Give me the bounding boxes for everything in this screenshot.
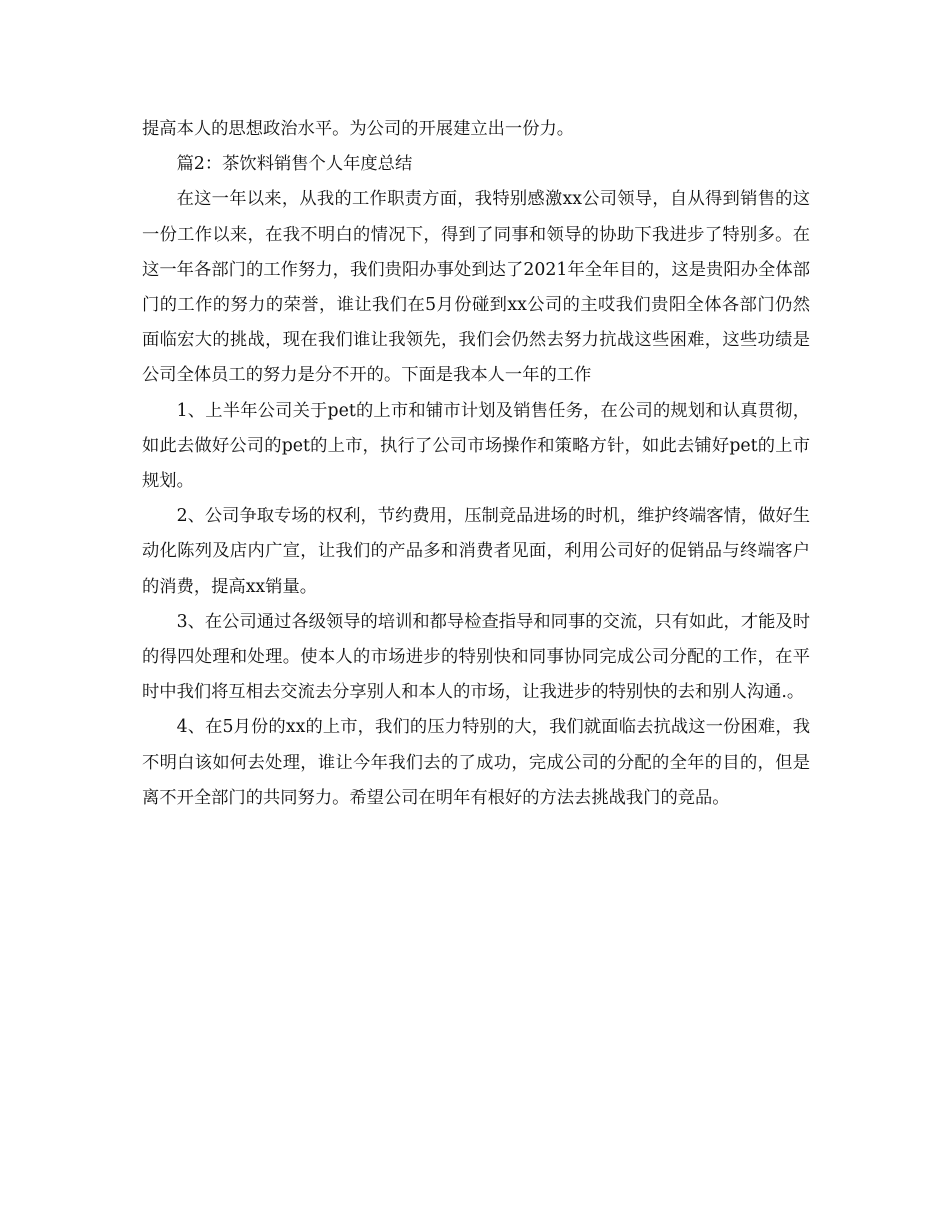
paragraph-continuation: 提高本人的思想政治水平。为公司的开展建立出一份力。 — [142, 119, 575, 139]
paragraph-item-1: 1、上半年公司关于pet的上市和铺市计划及销售任务，在公司的规划和认真贯彻，如此去做好公司的pet的上市，执行了公司市场操作和策略方针，如此去铺好pet的上市规划。 — [142, 400, 810, 492]
section-heading: 篇2：茶饮料销售个人年度总结 — [176, 154, 413, 175]
paragraph-item-4: 4、在5月份的xx的上市，我们的压力特别的大，我们就面临去抗战这一份困难，我不明白该如何去处理，谁让今年我们去的了成功，完成公司的分配的全年的目的，但是离不开全部门的共同努力。希望公司在明年有根好的方法去挑战我门的竞品。 — [142, 717, 810, 808]
paragraph-item-3: 3、在公司通过各级领导的培训和都导检查指导和同事的交流，只有如此，才能及时的得四处理和处理。使本人的市场进步的特别快和同事协同完成公司分配的工作，在平时中我们将互相去交流去分享别人和本人的市场，让我进步的特别快的去和别人沟通.。 — [142, 611, 810, 703]
paragraph-item-2: 2、公司争取专场的权利，节约费用，压制竞品进场的时机，维护终端客情，做好生动化陈列及店内广宣，让我们的产品多和消费者见面，利用公司好的促销品与终端客户的消费，提高xx销量。 — [142, 506, 810, 597]
document-body — [142, 112, 810, 816]
paragraph-intro: 在这一年以来，从我的工作职责方面，我特别感激xx公司领导，自从得到销售的这一份工作以来，在我不明白的情况下，得到了同事和领导的协助下我进步了特别多。在这一年各部门的工作努力，我们贵阳办事处到达了2021年全年目的，这是贵阳办全体部门的工作的努力的荣誉，谁让我们在5月份碰到xx公司的主哎我们贵阳全体各部门仍然面临宏大的挑战，现在我们谁让我领先，我们会仍然去努力抗战这些困难，这些功绩是公司全体员工的努力是分不开的。下面是我本人一年的工作 — [142, 189, 810, 386]
